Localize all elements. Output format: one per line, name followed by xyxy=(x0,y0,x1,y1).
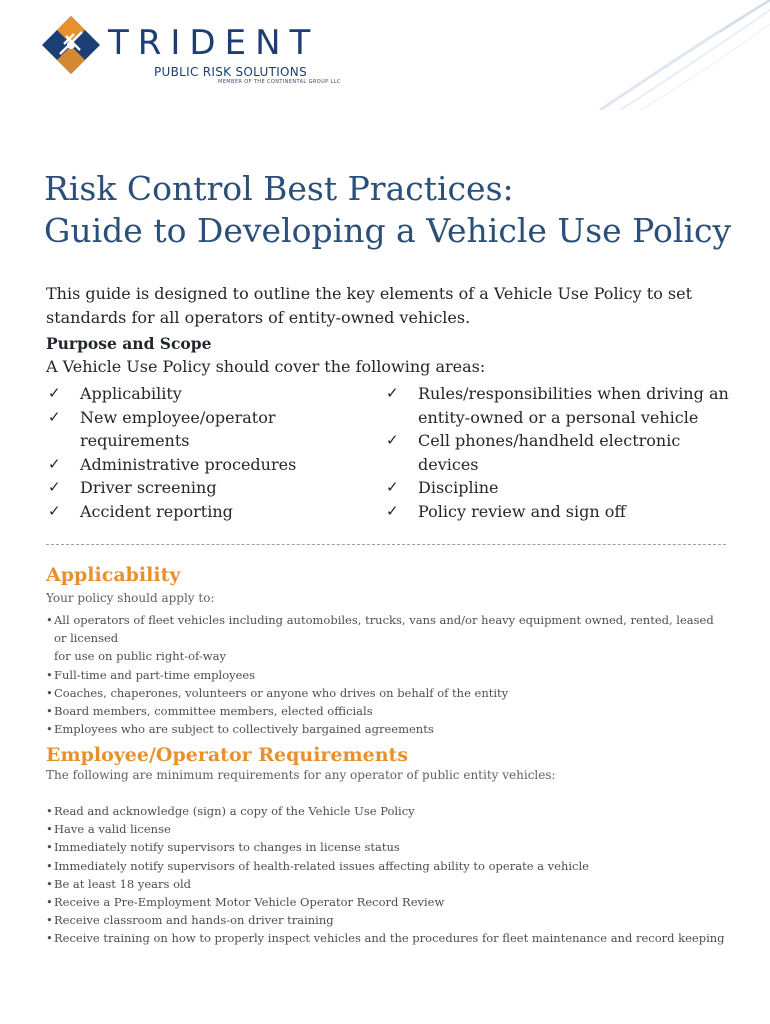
list-item: • Immediately notify supervisors of health-related issues affecting ability to operate a vehicle xyxy=(46,857,736,875)
list-item: • Read and acknowledge (sign) a copy of the Vehicle Use Policy xyxy=(46,802,736,820)
page-title-line-2: Guide to Developing a Vehicle Use Policy xyxy=(44,211,732,250)
intro-paragraph: This guide is designed to outline the key elements of a Vehicle Use Policy to set standards for all operators of entity-owned vehicles. xyxy=(46,284,693,327)
list-item: • Receive training on how to properly inspect vehicles and the procedures for fleet maintenance and record keeping xyxy=(46,929,736,947)
list-item: • All operators of fleet vehicles including automobiles, trucks, vans and/or heavy equipment owned, rented, leased or licensed for use on public right-of-way xyxy=(46,611,726,666)
list-item: • Receive classroom and hands-on driver training xyxy=(46,911,736,929)
applicability-heading: Applicability xyxy=(46,564,181,586)
checkmark-icon: ✓ xyxy=(48,454,61,473)
bullet-icon: • xyxy=(46,722,53,737)
bullet-icon: • xyxy=(46,895,53,910)
bullet-icon: • xyxy=(46,704,53,719)
checkmark-icon: ✓ xyxy=(386,501,399,520)
list-item: • Board members, committee members, elected officials xyxy=(46,702,726,720)
checklist-item: ✓ Accident reporting xyxy=(46,500,386,524)
bullet-icon: • xyxy=(46,840,53,855)
checklist-item: ✓ Discipline xyxy=(384,476,744,500)
trident-logo-icon xyxy=(40,14,102,76)
employee-requirements-intro: The following are minimum requirements for any operator of public entity vehicles: xyxy=(46,768,556,782)
list-item: • Have a valid license xyxy=(46,820,736,838)
bullet-icon: • xyxy=(46,858,53,873)
bullet-icon: • xyxy=(46,667,53,682)
list-item: • Employees who are subject to collectively bargained agreements xyxy=(46,720,726,738)
list-item: • Coaches, chaperones, volunteers or anyone who drives on behalf of the entity xyxy=(46,684,726,702)
purpose-heading: Purpose and Scope xyxy=(46,334,212,353)
checkmark-icon: ✓ xyxy=(48,501,61,520)
purpose-checklist-right xyxy=(384,382,744,523)
page-title xyxy=(44,168,744,252)
list-item-continuation: for use on public right-of-way xyxy=(54,649,226,664)
bullet-icon: • xyxy=(46,804,53,818)
applicability-intro: Your policy should apply to: xyxy=(46,591,215,605)
applicability-list xyxy=(46,611,726,738)
bullet-icon: • xyxy=(46,931,53,946)
list-item: • Full-time and part-time employees xyxy=(46,666,726,684)
purpose-checklist-left xyxy=(46,382,386,523)
header-swoosh-decoration xyxy=(570,0,770,110)
checkmark-icon: ✓ xyxy=(48,478,61,496)
page-title-line-1: Risk Control Best Practices: xyxy=(44,169,514,208)
checkmark-icon: ✓ xyxy=(48,384,61,402)
list-item: • Immediately notify supervisors to changes in license status xyxy=(46,838,736,856)
employee-requirements-list xyxy=(46,802,736,948)
checklist-item: ✓ Driver screening xyxy=(46,476,386,500)
checkmark-icon: ✓ xyxy=(386,431,399,449)
checklist-item: ✓ Policy review and sign off xyxy=(384,500,744,524)
employee-requirements-heading: Employee/Operator Requirements xyxy=(46,744,409,766)
checkmark-icon: ✓ xyxy=(386,478,399,496)
checkmark-icon: ✓ xyxy=(48,407,61,426)
checkmark-icon: ✓ xyxy=(386,384,399,402)
checklist-item: ✓ Administrative procedures xyxy=(46,453,386,477)
logo-tagline: MEMBER OF THE CONTINENTAL GROUP LLC xyxy=(218,79,341,85)
list-item: • Receive a Pre-Employment Motor Vehicle Operator Record Review xyxy=(46,893,736,911)
checklist-item: ✓ New employee/operator requirements xyxy=(48,407,276,450)
section-divider xyxy=(46,544,726,545)
list-item: • Be at least 18 years old xyxy=(46,875,736,893)
checklist-item: ✓ Rules/responsibilities when driving an entity-owned or a personal vehicle xyxy=(386,384,729,427)
bullet-icon: • xyxy=(46,876,53,891)
checklist-item: ✓ Cell phones/handheld electronic devices xyxy=(386,431,681,474)
bullet-icon: • xyxy=(46,822,53,837)
logo-title: TRIDENT xyxy=(108,23,320,63)
bullet-icon: • xyxy=(46,613,53,627)
purpose-subheading: A Vehicle Use Policy should cover the following areas: xyxy=(46,357,486,376)
bullet-icon: • xyxy=(46,913,53,928)
logo-subtitle: PUBLIC RISK SOLUTIONS xyxy=(154,65,307,79)
bullet-icon: • xyxy=(46,685,53,700)
checklist-item: ✓ Applicability xyxy=(46,382,386,406)
